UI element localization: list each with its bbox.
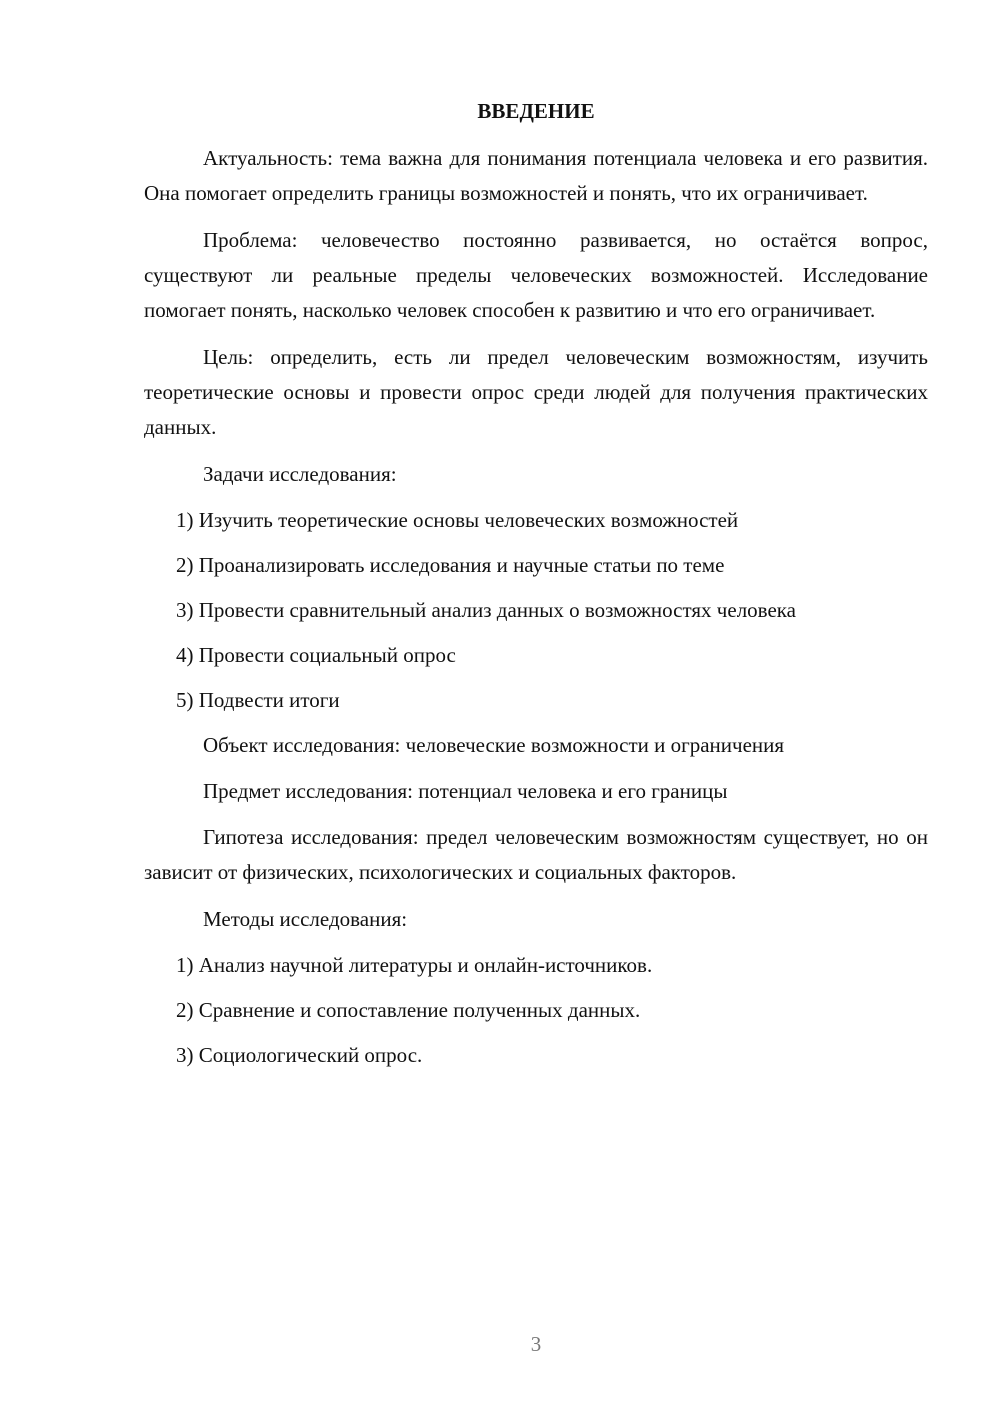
method-item: 2) Сравнение и сопоставление полученных данных. bbox=[176, 998, 641, 1022]
task-item: 3) Провести сравнительный анализ данных о возможностях человека bbox=[176, 598, 796, 622]
task-item: 2) Проанализировать исследования и научные статьи по теме bbox=[176, 553, 725, 577]
task-item: 5) Подвести итоги bbox=[176, 688, 340, 712]
hypothesis-paragraph: Гипотеза исследования: предел человеческим возможностям существует, но он зависит от физических, психологических и социальных факторов. bbox=[144, 825, 928, 884]
methods-heading: Методы исследования: bbox=[203, 907, 408, 931]
page-number: 3 bbox=[530, 1332, 542, 1356]
goal-paragraph: Цель: определить, есть ли предел человеческим возможностям, изучить теоретические основы и провести опрос среди людей для получения практических данных. bbox=[144, 345, 928, 439]
object-paragraph: Объект исследования: человеческие возможности и ограничения bbox=[203, 733, 785, 757]
document-page bbox=[144, 94, 928, 1083]
method-item: 3) Социологический опрос. bbox=[176, 1043, 423, 1067]
tasks-heading: Задачи исследования: bbox=[203, 462, 397, 486]
problem-paragraph: Проблема: человечество постоянно развивается, но остаётся вопрос, существуют ли реальные пределы человеческих возможностей. Исследование помогает понять, насколько человек способен к развитию и что его ограничивает. bbox=[144, 228, 928, 322]
relevance-paragraph: Актуальность: тема важна для понимания потенциала человека и его развития. Она помогает определить границы возможностей и понять, что их ограничивает. bbox=[144, 146, 928, 205]
task-item: 1) Изучить теоретические основы человеческих возможностей bbox=[176, 508, 739, 532]
method-item: 1) Анализ научной литературы и онлайн-источников. bbox=[176, 953, 653, 977]
section-title: ВВЕДЕНИЕ bbox=[477, 99, 595, 123]
task-item: 4) Провести социальный опрос bbox=[176, 643, 456, 667]
subject-paragraph: Предмет исследования: потенциал человека и его границы bbox=[203, 779, 728, 803]
